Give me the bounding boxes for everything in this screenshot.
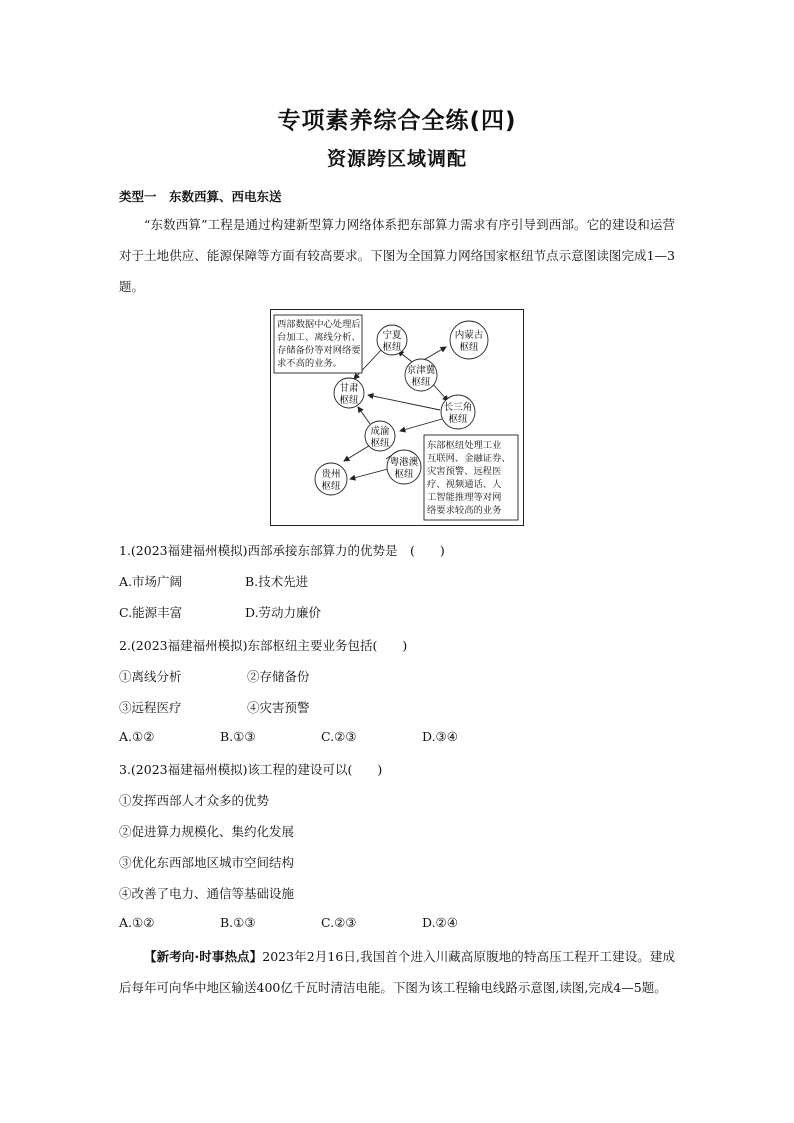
hot-topic-text: 2023年2月16日,我国首个进入川藏高原腹地的特高压工程开工建设。建成后每年可向华中地区输送400亿千瓦时清洁电能。下图为该工程输电线路示意图,读图,完成4—5题。 xyxy=(119,949,675,995)
svg-text:贵州: 贵州 xyxy=(321,469,341,480)
q2-item-3: ③远程医疗 xyxy=(119,700,182,715)
svg-text:枢纽: 枢纽 xyxy=(370,438,390,449)
q2-option-a[interactable]: A.①② xyxy=(119,729,155,744)
q2-option-c[interactable]: C.②③ xyxy=(321,729,357,744)
q2-item-2: ②存储备份 xyxy=(247,669,310,684)
svg-text:枢纽: 枢纽 xyxy=(448,414,468,425)
node-guizhou xyxy=(315,463,347,495)
svg-text:枢纽: 枢纽 xyxy=(339,395,359,406)
east-note-text: 东部枢纽处理工业 互联网、金融证券、 灾害预警、远程医 疗、视频通话、人 工智能推理等对网 络要求较高的业务 xyxy=(427,440,511,516)
q3-option-a[interactable]: A.①② xyxy=(119,915,155,930)
node-jingjinji xyxy=(405,359,437,391)
intro-paragraph: “东数西算”工程是通过构建新型算力网络体系把东部算力需求有序引导到西部。它的建设和运营对于土地供应、能源保障等方面有较高要求。下图为全国算力网络国家枢纽节点示意图读图完成1—3题。 xyxy=(119,217,675,294)
q1-option-c[interactable]: C.能源丰富 xyxy=(119,605,183,620)
node-neimenggu xyxy=(450,321,488,359)
svg-text:宁夏: 宁夏 xyxy=(382,330,402,341)
node-yuegangao xyxy=(387,450,421,484)
hot-topic-label: 【新考向·时事热点】 xyxy=(144,949,263,964)
svg-text:京津冀: 京津冀 xyxy=(406,365,436,376)
hot-topic-paragraph xyxy=(119,941,675,1003)
network-node-diagram xyxy=(270,309,524,526)
node-gansu xyxy=(334,378,364,408)
q3-option-b[interactable]: B.①③ xyxy=(220,915,256,930)
q1-option-d[interactable]: D.劳动力廉价 xyxy=(245,605,322,620)
q3-item-2: ②促进算力规模化、集约化发展 xyxy=(119,824,295,839)
page-subtitle: 资源跨区域调配 xyxy=(326,148,467,170)
q3-option-d[interactable]: D.②④ xyxy=(422,915,458,930)
page-title: 专项素养综合全练(四) xyxy=(277,108,517,134)
q1-option-a[interactable]: A.市场广阔 xyxy=(119,574,183,589)
node-changsanjiao xyxy=(441,395,475,429)
svg-text:甘肃: 甘肃 xyxy=(339,383,359,394)
question-3-stem: 3.(2023福建福州模拟)该工程的建设可以( ) xyxy=(119,762,383,777)
q2-item-1: ①离线分析 xyxy=(119,669,182,684)
svg-text:枢纽: 枢纽 xyxy=(411,377,431,388)
svg-text:枢纽: 枢纽 xyxy=(459,342,479,353)
q3-item-4: ④改善了电力、通信等基础设施 xyxy=(119,886,295,901)
west-note-text: 西部数据中心处理后 台加工、离线分析、 存储备份等对网络要 求不高的业务。 xyxy=(277,319,361,369)
svg-text:成渝: 成渝 xyxy=(370,426,390,437)
svg-text:长三角: 长三角 xyxy=(443,402,473,413)
node-ningxia xyxy=(377,325,407,355)
node-chengyu xyxy=(365,421,395,451)
svg-text:枢纽: 枢纽 xyxy=(382,342,402,353)
q3-item-1: ①发挥西部人才众多的优势 xyxy=(119,793,270,808)
section-heading: 类型一 东数西算、西电东送 xyxy=(119,189,282,204)
question-2-stem: 2.(2023福建福州模拟)东部枢纽主要业务包括( ) xyxy=(119,638,408,653)
question-1-stem: 1.(2023福建福州模拟)西部承接东部算力的优势是 ( ) xyxy=(119,543,445,558)
q3-item-3: ③优化东西部地区城市空间结构 xyxy=(119,855,295,870)
q2-item-4: ④灾害预警 xyxy=(247,700,310,715)
svg-text:枢纽: 枢纽 xyxy=(394,469,414,480)
svg-text:内蒙古: 内蒙古 xyxy=(454,330,484,341)
q2-option-b[interactable]: B.①③ xyxy=(220,729,256,744)
q1-option-b[interactable]: B.技术先进 xyxy=(245,574,309,589)
svg-text:枢纽: 枢纽 xyxy=(321,481,341,492)
q2-option-d[interactable]: D.③④ xyxy=(422,729,458,744)
svg-text:粤港澳: 粤港澳 xyxy=(389,457,419,468)
q3-option-c[interactable]: C.②③ xyxy=(321,915,357,930)
